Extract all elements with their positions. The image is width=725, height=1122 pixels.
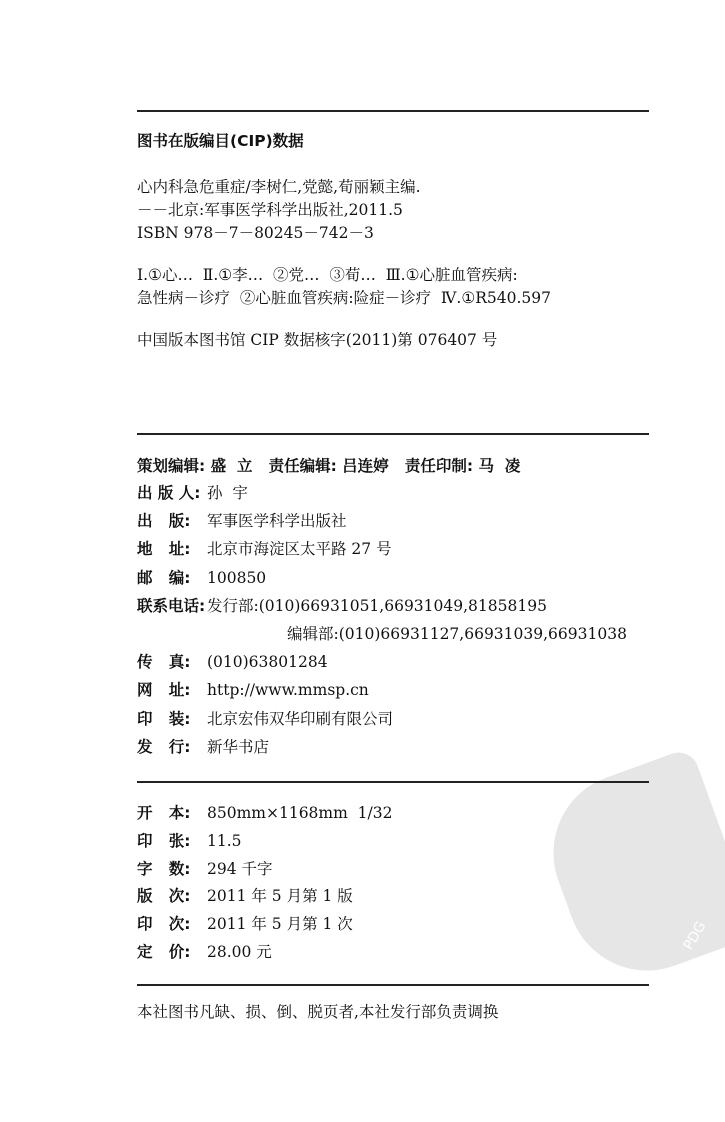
row-label: 版 次: xyxy=(137,887,191,906)
cip-line: －－北京:军事医学科学出版社,2011.5 xyxy=(137,201,403,219)
specs-row xyxy=(137,859,273,879)
row-label: 网 址: xyxy=(137,681,191,700)
divider xyxy=(137,433,649,435)
credits-row xyxy=(137,483,248,503)
watermark-text: PDG xyxy=(680,918,710,954)
credits-row xyxy=(137,652,328,672)
row-value: 100850 xyxy=(207,568,267,587)
row-value: 2011 年 5 月第 1 版 xyxy=(207,887,353,906)
row-label: 定 价: xyxy=(137,943,191,961)
credits-row xyxy=(137,568,266,588)
row-value: 编辑部:(010)66931127,66931039,66931038 xyxy=(287,625,627,643)
credits-row xyxy=(137,511,347,531)
row-value: 2011 年 5 月第 1 次 xyxy=(207,915,353,934)
row-label: 开 本: xyxy=(137,804,191,822)
row-label: 地 址: xyxy=(137,540,191,559)
cip-title: 图书在版编目(CIP)数据 xyxy=(137,132,304,150)
row-label: 出 版: xyxy=(137,512,191,531)
classification: Ⅰ.①心… Ⅱ.①李… ②党… ③荀… Ⅲ.①心脏血管疾病: xyxy=(137,266,518,284)
row-label: 印 张: xyxy=(137,831,191,850)
row-value: 28.00 元 xyxy=(207,943,272,961)
specs-row xyxy=(137,914,353,934)
credits-row xyxy=(137,596,547,616)
row-label: 联系电话: xyxy=(137,596,206,615)
row-value: http://www.mmsp.cn xyxy=(207,681,369,700)
specs-row xyxy=(137,886,353,906)
row-value: 294 千字 xyxy=(207,859,273,878)
row-value: 850mm×1168mm 1/32 xyxy=(207,804,393,822)
row-value: 北京宏伟双华印刷有限公司 xyxy=(207,709,394,728)
row-value: 北京市海淀区太平路 27 号 xyxy=(207,540,392,559)
row-label: 出 版 人: xyxy=(137,484,201,502)
row-value: 新华书店 xyxy=(207,737,270,756)
credits-row xyxy=(137,680,369,700)
cip-number: 中国版本图书馆 CIP 数据核字(2011)第 076407 号 xyxy=(137,331,498,349)
specs-row xyxy=(137,942,272,962)
row-label: 印 装: xyxy=(137,709,191,728)
row-label: 传 真: xyxy=(137,653,191,672)
specs-row xyxy=(137,831,242,851)
credits-row xyxy=(137,709,393,729)
classification: 急性病－诊疗 ②心脏血管疾病:险症－诊疗 Ⅳ.①R540.597 xyxy=(137,289,552,307)
row-value: 军事医学科学出版社 xyxy=(207,512,347,531)
editors: 策划编辑: 盛 立 责任编辑: 吕连婷 责任印制: 马 凌 xyxy=(137,457,521,475)
credits-row xyxy=(137,737,269,757)
specs-row xyxy=(137,803,392,823)
row-value: 发行部:(010)66931051,66931049,81858195 xyxy=(207,596,547,615)
watermark-stamp xyxy=(531,747,725,993)
isbn: ISBN 978－7－80245－742－3 xyxy=(137,224,374,242)
row-value: 11.5 xyxy=(207,831,242,850)
row-label: 邮 编: xyxy=(137,568,191,587)
footer-note: 本社图书凡缺、损、倒、脱页者,本社发行部负责调换 xyxy=(137,1003,499,1021)
divider xyxy=(137,984,649,986)
row-value: 孙 宇 xyxy=(207,484,248,502)
credits-row xyxy=(137,624,627,644)
row-label: 发 行: xyxy=(137,737,191,756)
row-label: 字 数: xyxy=(137,859,191,878)
divider xyxy=(137,781,649,783)
cip-line: 心内科急危重症/李树仁,党懿,荀丽颖主编. xyxy=(137,178,421,196)
credits-row xyxy=(137,539,392,559)
row-label: 印 次: xyxy=(137,915,191,934)
row-value: (010)63801284 xyxy=(207,653,328,672)
divider xyxy=(137,110,649,112)
